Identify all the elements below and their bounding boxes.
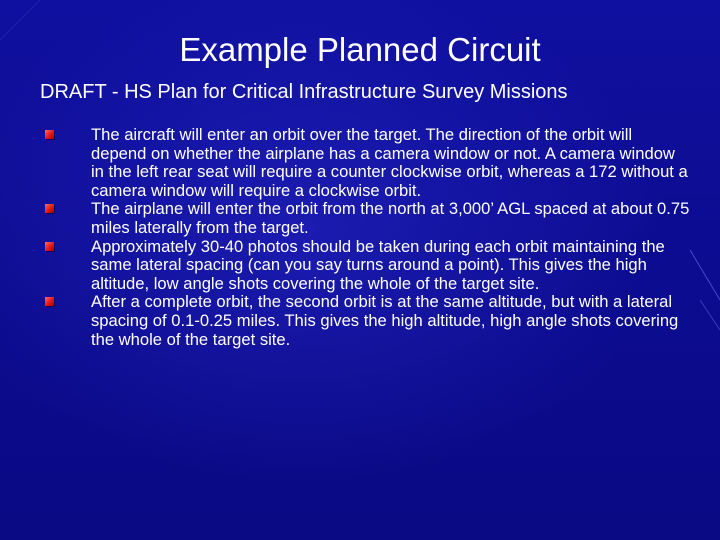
bullet-item: [0, 238, 691, 294]
bullet-item: [0, 126, 691, 200]
bullet-text: The aircraft will enter an orbit over the target. The direction of the orbit will depend on whether the airplane has a camera window or not. A camera window in the left rear seat will require a counter clockwise orbit, whereas a 172 without a camera window will require a clockwise orbit.: [91, 125, 688, 200]
slide-subtitle: DRAFT - HS Plan for Critical Infrastructure Survey Missions: [40, 81, 568, 103]
bullet-square-icon: [45, 242, 54, 251]
bullet-text: Approximately 30-40 photos should be taken during each orbit maintaining the same lateral spacing (can you say turns around a point). This gives the high altitude, low angle shots covering the whole of the target site.: [91, 236, 665, 293]
bullet-list: [0, 126, 720, 349]
bullet-square-icon: [45, 130, 54, 139]
bullet-square-icon: [45, 204, 54, 213]
bullet-item: [0, 200, 691, 237]
bullet-square-icon: [45, 297, 54, 306]
slide-title: Example Planned Circuit: [179, 31, 541, 68]
bullet-item: [0, 293, 691, 349]
bullet-text: The airplane will enter the orbit from the north at 3,000’ AGL spaced at about 0.75 miles laterally from the target.: [91, 199, 690, 237]
bullet-text: After a complete orbit, the second orbit is at the same altitude, but with a lateral spacing of 0.1-0.25 miles. This gives the high altitude, high angle shots covering the whole of the target site.: [91, 292, 679, 349]
